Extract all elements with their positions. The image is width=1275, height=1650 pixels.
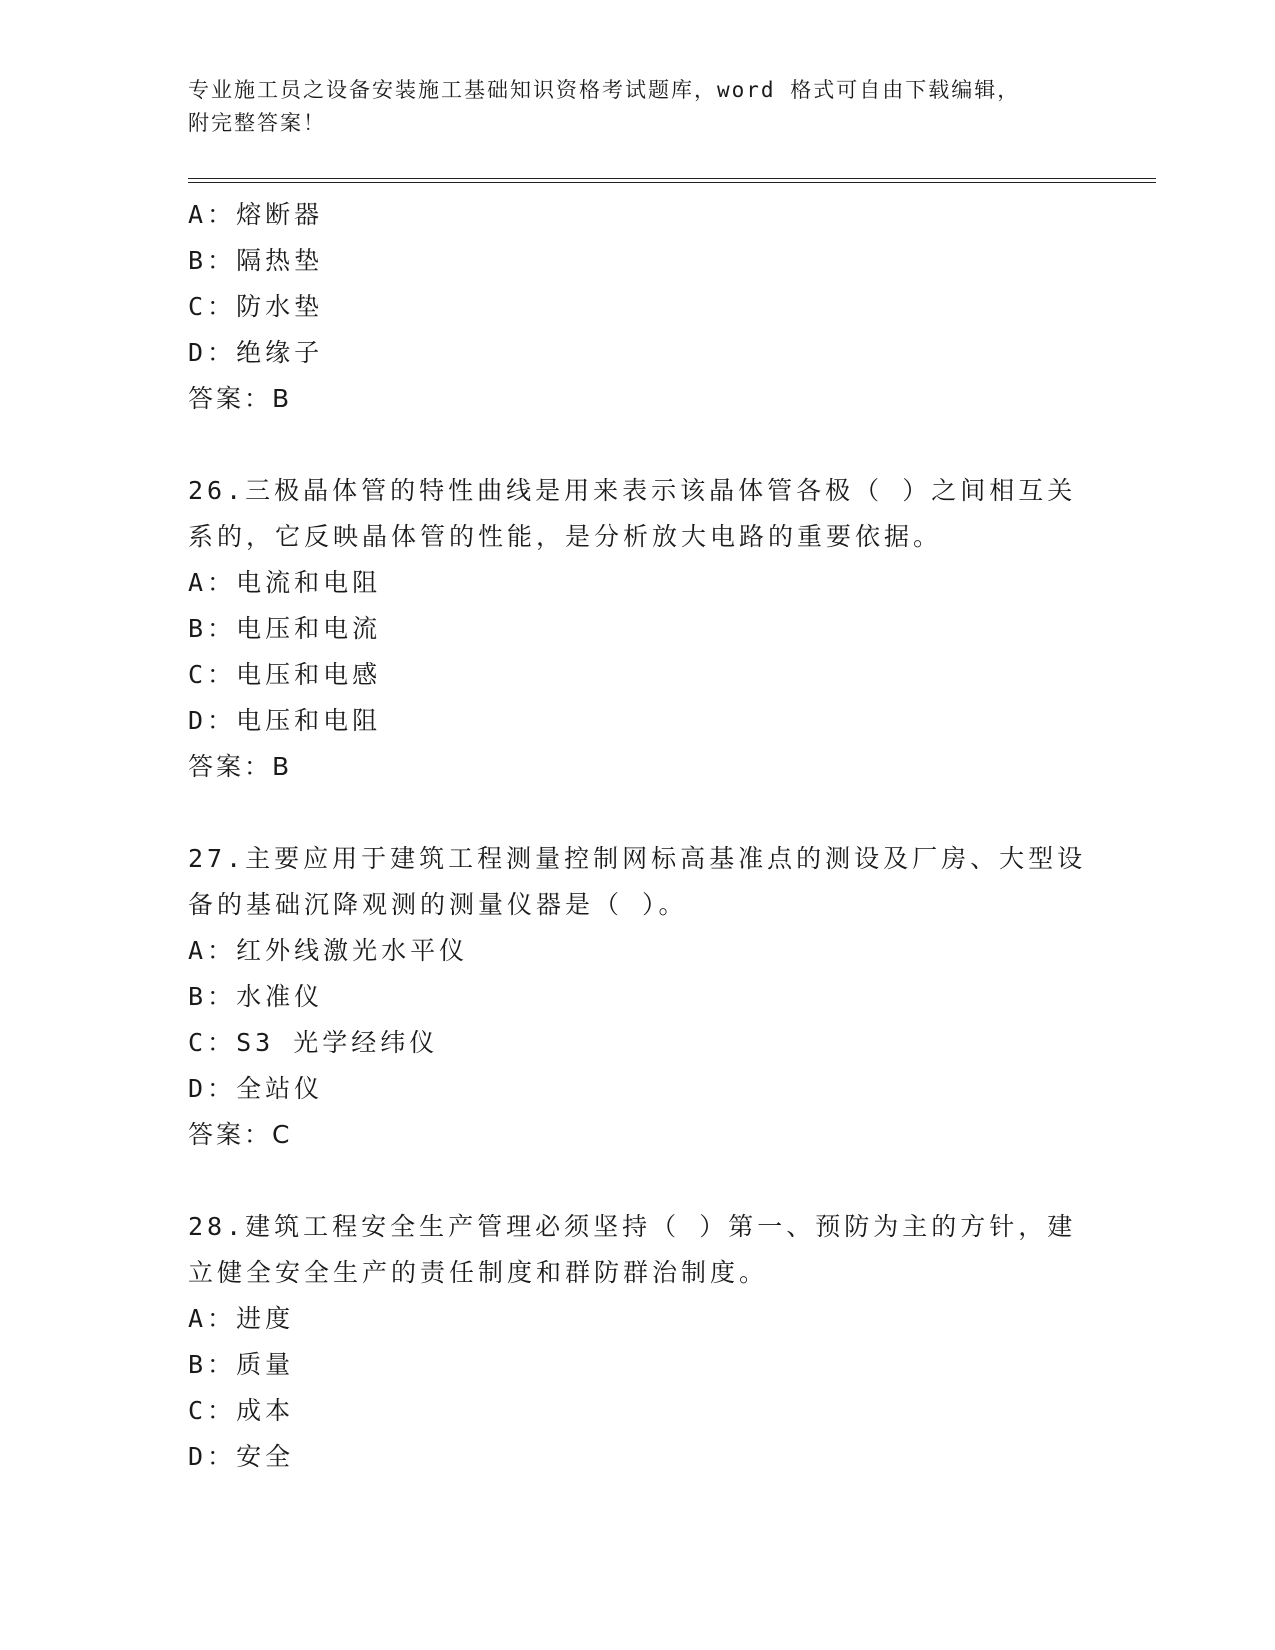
question-stem-line-1: 26.三极晶体管的特性曲线是用来表示该晶体管各极（ ）之间相互关 — [188, 476, 1077, 505]
header-rule-top — [188, 178, 1156, 179]
option-c — [188, 1020, 1088, 1066]
question-stem-line-2: 备的基础沉降观测的测量仪器是（ ）。 — [188, 890, 688, 919]
option-text: 电压和电感 — [236, 660, 382, 689]
option-text: 熔断器 — [236, 200, 324, 229]
spacer — [188, 422, 1088, 468]
question-stem-line-2: 系的，它反映晶体管的性能，是分析放大电路的重要依据。 — [188, 522, 943, 551]
question-list — [188, 192, 1088, 1480]
option-d — [188, 1434, 1088, 1480]
option-text: 全站仪 — [236, 1074, 324, 1103]
option-d — [188, 330, 1088, 376]
option-letter: D： — [188, 706, 237, 735]
answer-line: 答案：B — [188, 384, 293, 413]
option-a — [188, 928, 1088, 974]
question-stem-line-1: 27.主要应用于建筑工程测量控制网标高基准点的测设及厂房、大型设 — [188, 844, 1087, 873]
option-c — [188, 652, 1088, 698]
document-header — [188, 74, 1088, 140]
header-line-1: 专业施工员之设备安装施工基础知识资格考试题库，word 格式可自由下载编辑， — [188, 78, 1021, 102]
option-letter: D： — [188, 1074, 237, 1103]
answer-line: 答案：B — [188, 752, 293, 781]
option-c — [188, 284, 1088, 330]
option-letter: D： — [188, 1442, 237, 1471]
option-a — [188, 1296, 1088, 1342]
option-b — [188, 238, 1088, 284]
option-text: 进度 — [236, 1304, 295, 1333]
answer-line: 答案：C — [188, 1120, 293, 1149]
option-b — [188, 974, 1088, 1020]
header-rule-bottom — [188, 182, 1156, 183]
spacer — [188, 1158, 1088, 1204]
option-text: 防水垫 — [236, 292, 324, 321]
option-letter: C： — [188, 1028, 237, 1057]
option-letter: A： — [188, 200, 237, 229]
option-letter: B： — [188, 1350, 237, 1379]
option-a — [188, 192, 1088, 238]
option-letter: B： — [188, 982, 237, 1011]
option-text: 安全 — [236, 1442, 295, 1471]
question-stem-line-2: 立健全安全生产的责任制度和群防群治制度。 — [188, 1258, 769, 1287]
spacer — [188, 790, 1088, 836]
option-text: 电流和电阻 — [236, 568, 382, 597]
option-text: 电压和电阻 — [236, 706, 382, 735]
option-text: 电压和电流 — [236, 614, 382, 643]
option-text: 绝缘子 — [236, 338, 324, 367]
option-d — [188, 698, 1088, 744]
option-text: 隔热垫 — [236, 246, 324, 275]
option-b — [188, 1342, 1088, 1388]
option-text: 红外线激光水平仪 — [236, 936, 469, 965]
option-text: S3 光学经纬仪 — [236, 1028, 439, 1057]
question-25 — [188, 192, 1088, 422]
option-text: 成本 — [236, 1396, 295, 1425]
option-letter: A： — [188, 1304, 237, 1333]
option-letter: A： — [188, 936, 237, 965]
option-letter: D： — [188, 338, 237, 367]
option-letter: B： — [188, 246, 237, 275]
question-27 — [188, 836, 1088, 1158]
option-a — [188, 560, 1088, 606]
option-b — [188, 606, 1088, 652]
option-c — [188, 1388, 1088, 1434]
option-text: 水准仪 — [236, 982, 324, 1011]
option-letter: C： — [188, 1396, 237, 1425]
option-letter: C： — [188, 292, 237, 321]
option-text: 质量 — [236, 1350, 295, 1379]
option-letter: A： — [188, 568, 237, 597]
question-28 — [188, 1204, 1088, 1480]
option-letter: B： — [188, 614, 237, 643]
question-26 — [188, 468, 1088, 790]
question-stem-line-1: 28.建筑工程安全生产管理必须坚持（ ）第一、预防为主的方针，建 — [188, 1212, 1077, 1241]
header-line-2: 附完整答案！ — [188, 111, 326, 135]
option-d — [188, 1066, 1088, 1112]
option-letter: C： — [188, 660, 237, 689]
